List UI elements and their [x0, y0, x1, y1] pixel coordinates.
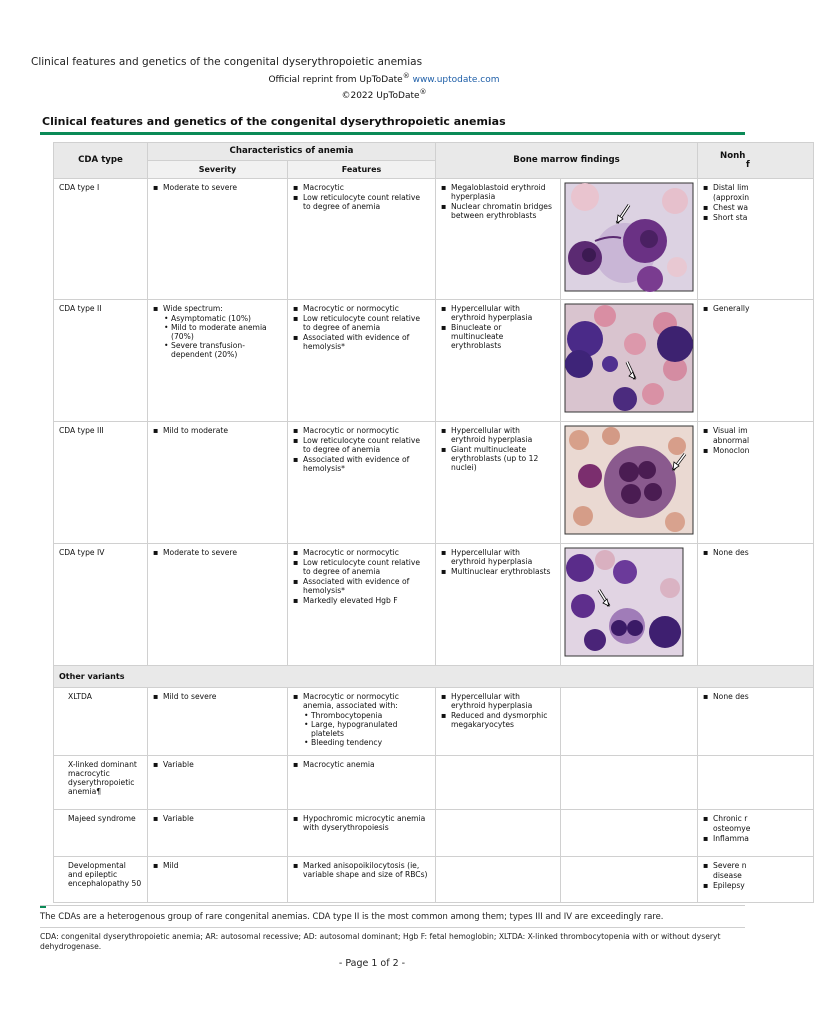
registered-mark-2: ® — [419, 88, 427, 96]
reprint-prefix: Official reprint from UpToDate — [268, 75, 403, 85]
green-marker — [40, 906, 46, 908]
list-item-continuation: disease — [713, 871, 742, 880]
sub-item: • Asymptomatic (10%) — [171, 314, 282, 323]
micrograph-cda1 — [561, 179, 698, 300]
list-item: ▪ Severe n — [713, 861, 808, 870]
list-item: ▪ Macrocytic or normocytic — [303, 548, 430, 557]
copyright-text: ©2022 UpToDate — [341, 91, 420, 101]
table-container — [53, 142, 751, 900]
list-item: ▪ Macrocytic anemia — [303, 760, 430, 769]
list-item-continuation: osteomye — [713, 824, 751, 833]
footnote-divider — [40, 905, 745, 906]
list-item: ▪ Multinuclear erythroblasts — [451, 567, 555, 576]
list-item: ▪ Macrocytic or normocytic — [303, 426, 430, 435]
empty-cell — [561, 857, 698, 903]
empty-cell — [561, 688, 698, 756]
empty-cell — [436, 810, 561, 857]
list-item: ▪ Mild — [163, 861, 282, 870]
header-severity: Severity — [148, 161, 288, 179]
list-item: ▪ Monoclon — [713, 446, 808, 455]
list-item: ▪ Variable — [163, 760, 282, 769]
table-row — [54, 300, 814, 422]
list-item: ▪ Mild to moderate — [163, 426, 282, 435]
cda-type-cell: Majeed syndrome — [54, 810, 148, 857]
list-item: ▪ Low reticulocyte count relative to degree of anemia — [303, 558, 430, 576]
footnote-divider-2 — [40, 927, 745, 928]
list-item: ▪ Marked anisopoikilocytosis (ie, variable shape and size of RBCs) — [303, 861, 430, 879]
header-cda-type: CDA type — [54, 143, 148, 179]
section-label: Other variants — [54, 666, 814, 688]
list-item-continuation: abnormal — [713, 436, 750, 445]
list-item: ▪ Epilepsy — [713, 881, 808, 890]
cda-type-cell: XLTDA — [54, 688, 148, 756]
list-item: ▪ Hypercellular with erythroid hyperplasia — [451, 692, 555, 710]
header-characteristics: Characteristics of anemia — [148, 143, 436, 161]
list-item: ▪ Binucleate or multinucleate erythroblasts — [451, 323, 555, 350]
empty-cell — [561, 810, 698, 857]
table-row — [54, 857, 814, 903]
list-item: Macrocytic or normocytic anemia, associated with: — [303, 692, 399, 710]
table-title: Clinical features and genetics of the congenital dyserythropoietic anemias — [42, 115, 506, 128]
list-item: ▪ Nuclear chromatin bridges between erythroblasts — [451, 202, 555, 220]
header-features: Features — [288, 161, 436, 179]
sub-item: • Mild to moderate anemia (70%) — [171, 323, 282, 341]
list-item: ▪ Short sta — [713, 213, 808, 222]
list-item: ▪ Giant multinucleate erythroblasts (up to 12 nuclei) — [451, 445, 555, 472]
list-item: ▪ Inflamma — [713, 834, 808, 843]
sub-item: • Bleeding tendency — [311, 738, 430, 747]
micrograph-cda2 — [561, 300, 698, 422]
list-item: ▪ Macrocytic — [303, 183, 430, 192]
empty-cell — [561, 756, 698, 810]
cda-type-cell: CDA type III — [54, 422, 148, 544]
cda-type-cell: Developmental and epileptic encephalopathy 50 — [54, 857, 148, 903]
table-row — [54, 810, 814, 857]
uptodate-link[interactable]: www.uptodate.com — [412, 75, 500, 85]
sub-item: • Thrombocytopenia — [311, 711, 430, 720]
empty-cell — [698, 756, 814, 810]
list-item: ▪ Distal lim — [713, 183, 808, 192]
table-row — [54, 179, 814, 300]
list-item: ▪ Mild to severe — [163, 692, 282, 701]
cda-type-cell: CDA type I — [54, 179, 148, 300]
list-item: ▪ Megaloblastoid erythroid hyperplasia — [451, 183, 555, 201]
registered-mark: ® — [402, 72, 410, 80]
sub-item: • Large, hypogranulated platelets — [311, 720, 430, 738]
table-row — [54, 422, 814, 544]
list-item: ▪ Associated with evidence of hemolysis* — [303, 455, 430, 473]
list-item: ▪ Hypercellular with erythroid hyperplasia — [451, 426, 555, 444]
list-item: ▪ Markedly elevated Hgb F — [303, 596, 430, 605]
list-item: ▪ Moderate to severe — [163, 548, 282, 557]
list-item-continuation: (approxin — [713, 193, 750, 202]
page-number: - Page 1 of 2 - — [338, 958, 406, 969]
list-item: ▪ Chronic r — [713, 814, 808, 823]
cda-type-cell: X-linked dominant macrocytic dyserythropoietic anemia¶ — [54, 756, 148, 810]
document-header-title: Clinical features and genetics of the congenital dyserythropoietic anemias — [31, 56, 423, 68]
title-rule — [40, 132, 745, 135]
list-item: ▪ Variable — [163, 814, 282, 823]
footnote-summary: The CDAs are a heterogenous group of rare congenital anemias. CDA type II is the most common among them; types III and IV are exceedingly rare. — [40, 911, 664, 921]
list-item: ▪ Low reticulocyte count relative to degree of anemia — [303, 193, 430, 211]
list-item: ▪ Chest wa — [713, 203, 808, 212]
list-item: ▪ None des — [713, 548, 808, 557]
list-item: ▪ Hypercellular with erythroid hyperplasia — [451, 304, 555, 322]
table-row — [54, 544, 814, 666]
list-item: ▪ Moderate to severe — [163, 183, 282, 192]
list-item: ▪ Low reticulocyte count relative to degree of anemia — [303, 436, 430, 454]
list-item: ▪ Hypercellular with erythroid hyperplasia — [451, 548, 555, 566]
micrograph-cda4 — [561, 544, 698, 666]
empty-cell — [436, 857, 561, 903]
empty-cell — [436, 756, 561, 810]
abbreviations-line-2: dehydrogenase. — [40, 942, 102, 951]
section-row-other-variants — [54, 666, 814, 688]
list-item: ▪ None des — [713, 692, 808, 701]
list-item: Wide spectrum: — [163, 304, 223, 313]
list-item: ▪ Reduced and dysmorphic megakaryocytes — [451, 711, 555, 729]
list-item: ▪ Macrocytic or normocytic — [303, 304, 430, 313]
abbreviations-line-1: CDA: congenital dyserythropoietic anemia; AR: autosomal recessive; AD: autosomal dominant; Hgb F: fetal hemoglobin; XLTDA: X-linked thrombocytopenia with or without dyseryt — [40, 932, 721, 941]
header-bone-marrow: Bone marrow findings — [436, 143, 698, 179]
list-item: ▪ Associated with evidence of hemolysis* — [303, 333, 430, 351]
reprint-notice — [0, 70, 768, 102]
footnote-abbreviations — [40, 932, 748, 952]
list-item: ▪ Low reticulocyte count relative to degree of anemia — [303, 314, 430, 332]
cda-table — [53, 142, 814, 903]
table-row — [54, 688, 814, 756]
cda-type-cell: CDA type II — [54, 300, 148, 422]
list-item: ▪ Visual im — [713, 426, 808, 435]
list-item: ▪ Hypochromic microcytic anemia with dyserythropoiesis — [303, 814, 430, 832]
header-nonhematologic: Nonh f — [698, 143, 814, 179]
cda-type-cell: CDA type IV — [54, 544, 148, 666]
sub-item: • Severe transfusion-dependent (20%) — [171, 341, 282, 359]
list-item: ▪ Generally — [713, 304, 808, 313]
micrograph-cda3 — [561, 422, 698, 544]
table-row — [54, 756, 814, 810]
list-item: ▪ Associated with evidence of hemolysis* — [303, 577, 430, 595]
